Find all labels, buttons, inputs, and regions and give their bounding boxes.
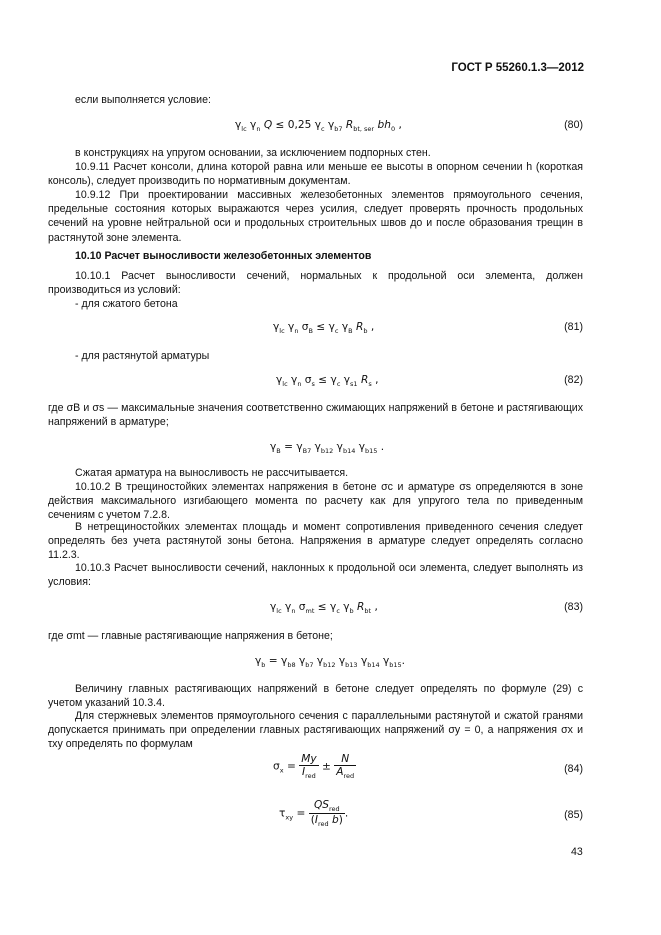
formula-gamma-b-full: $\gamma_b = \gamma_{b8}$ $\gamma_{b7}$ $\gamma_{b12}$ $\gamma_{b13}$ $\gamma_{b14}$ $\gamma_{b15}$. — [255, 655, 406, 669]
standard-header: ГОСТ Р 55260.1.3—2012 — [451, 62, 584, 74]
equation-gamma-b-full — [48, 655, 583, 671]
formula-85: $\tau_{xy}$ = $\frac{QS_{red}}{(I_{red} b)}$ . — [279, 799, 349, 828]
equation-number: (84) — [564, 763, 583, 775]
paragraph: - для сжатого бетона — [75, 298, 178, 310]
equation-number: (85) — [564, 809, 583, 821]
paragraph: где σmt — главные растягивающие напряжения в бетоне; — [48, 630, 333, 642]
paragraph: 10.10.3 Расчет выносливости сечений, наклонных к продольной оси элемента, следует выполнять из условия: — [48, 562, 583, 589]
equation-gamma-b — [48, 441, 583, 457]
paragraph: 10.9.11 Расчет консоли, длина которой равна или меньше ее высоты в опорном сечении h (короткая консоль), следует производить по нормативным документам. — [48, 161, 583, 188]
paragraph: 10.10.1 Расчет выносливости сечений, нормальных к продольной оси элемента, должен производиться из условий: — [48, 270, 583, 297]
paragraph: Сжатая арматура на выносливость не рассчитывается. — [75, 467, 349, 479]
fraction: $\frac{N}{A_{red}}$ — [336, 753, 355, 780]
paragraph: 10.10.2 В трещиностойких элементах напряжения в бетоне σc и арматуре σs определяются в зоне действия максимального изгибающего момента по расчету как для упругого тела по приведенным сечениям с учетом 7.2.8. — [48, 481, 583, 522]
equation-80 — [48, 119, 583, 135]
paragraph: в конструкциях на упругом основании, за исключением подпорных стен. — [75, 147, 431, 159]
paragraph: если выполняется условие: — [75, 94, 211, 106]
fraction: $\frac{My}{I_{red}}$ — [301, 753, 317, 780]
paragraph: В нетрещиностойких элементах площадь и момент сопротивления приведенного сечения следует определять без учета растянутой зоны бетона. Напряжения в арматуре следует определять согласно 11.2.3. — [48, 521, 583, 562]
paragraph: Величину главных растягивающих напряжений в бетоне следует определять по формуле (29) с учетом указаний 10.3.4. — [48, 683, 583, 710]
section-heading: 10.10 Расчет выносливости железобетонных элементов — [75, 250, 372, 262]
formula-84: $\sigma_x$ = $\frac{My}{I_{red}}$ ± $\frac{N}{A_{red}}$ — [273, 753, 355, 780]
paragraph: Для стержневых элементов прямоугольного сечения с параллельными растянутой и сжатой гранями допускается принимать при определении главных растягивающих напряжений σy = 0, а напряжения σx и τxy определять по формулам — [48, 710, 583, 751]
equation-84 — [48, 753, 583, 780]
paragraph: 10.9.12 При проектировании массивных железобетонных элементов прямоугольного сечения, предельные состояния которых выражаются через усилия, следует проверять прочность продольных сечений на уровне нейтральной оси и продольных строительных швов до и после образования трещин в растянутой зоне элемента. — [48, 189, 583, 244]
formula-80: $\gamma_{lc}$ $\gamma_n$ Q ≤ 0,25 $\gamma_c$ $\gamma_{b7}$ $R_{bt, ser}$ $bh_0$ , — [235, 119, 402, 133]
page-number: 43 — [571, 846, 583, 858]
formula-gamma-b: $\gamma_B = \gamma_{B7}$ $\gamma_{b12}$ $\gamma_{b14}$ $\gamma_{b15}$ . — [270, 441, 385, 455]
formula-83: $\gamma_{lc}$ $\gamma_n$ $\sigma_{mt} \le \gamma_c$ $\gamma_b$ $R_{bt}$ , — [270, 601, 378, 615]
equation-number: (80) — [564, 119, 583, 131]
formula-82: $\gamma_{lc}$ $\gamma_n$ $\sigma_s \le \gamma_c$ $\gamma_{s1}$ $R_s$ , — [276, 374, 379, 388]
equation-82 — [48, 374, 583, 390]
fraction: $\frac{QS_{red}}{(I_{red} b)}$ — [310, 799, 343, 828]
formula-81: $\gamma_{lc}$ $\gamma_n$ $\sigma_B \le \gamma_c$ $\gamma_B$ $R_b$ , — [273, 321, 375, 335]
equation-number: (83) — [564, 601, 583, 613]
equation-number: (82) — [564, 374, 583, 386]
equation-81 — [48, 321, 583, 337]
equation-number: (81) — [564, 321, 583, 333]
paragraph: - для растянутой арматуры — [75, 350, 210, 362]
paragraph: где σB и σs — максимальные значения соответственно сжимающих напряжений в бетоне и растягивающих напряжений в арматуре; — [48, 402, 583, 429]
equation-83 — [48, 601, 583, 617]
equation-85 — [48, 799, 583, 828]
